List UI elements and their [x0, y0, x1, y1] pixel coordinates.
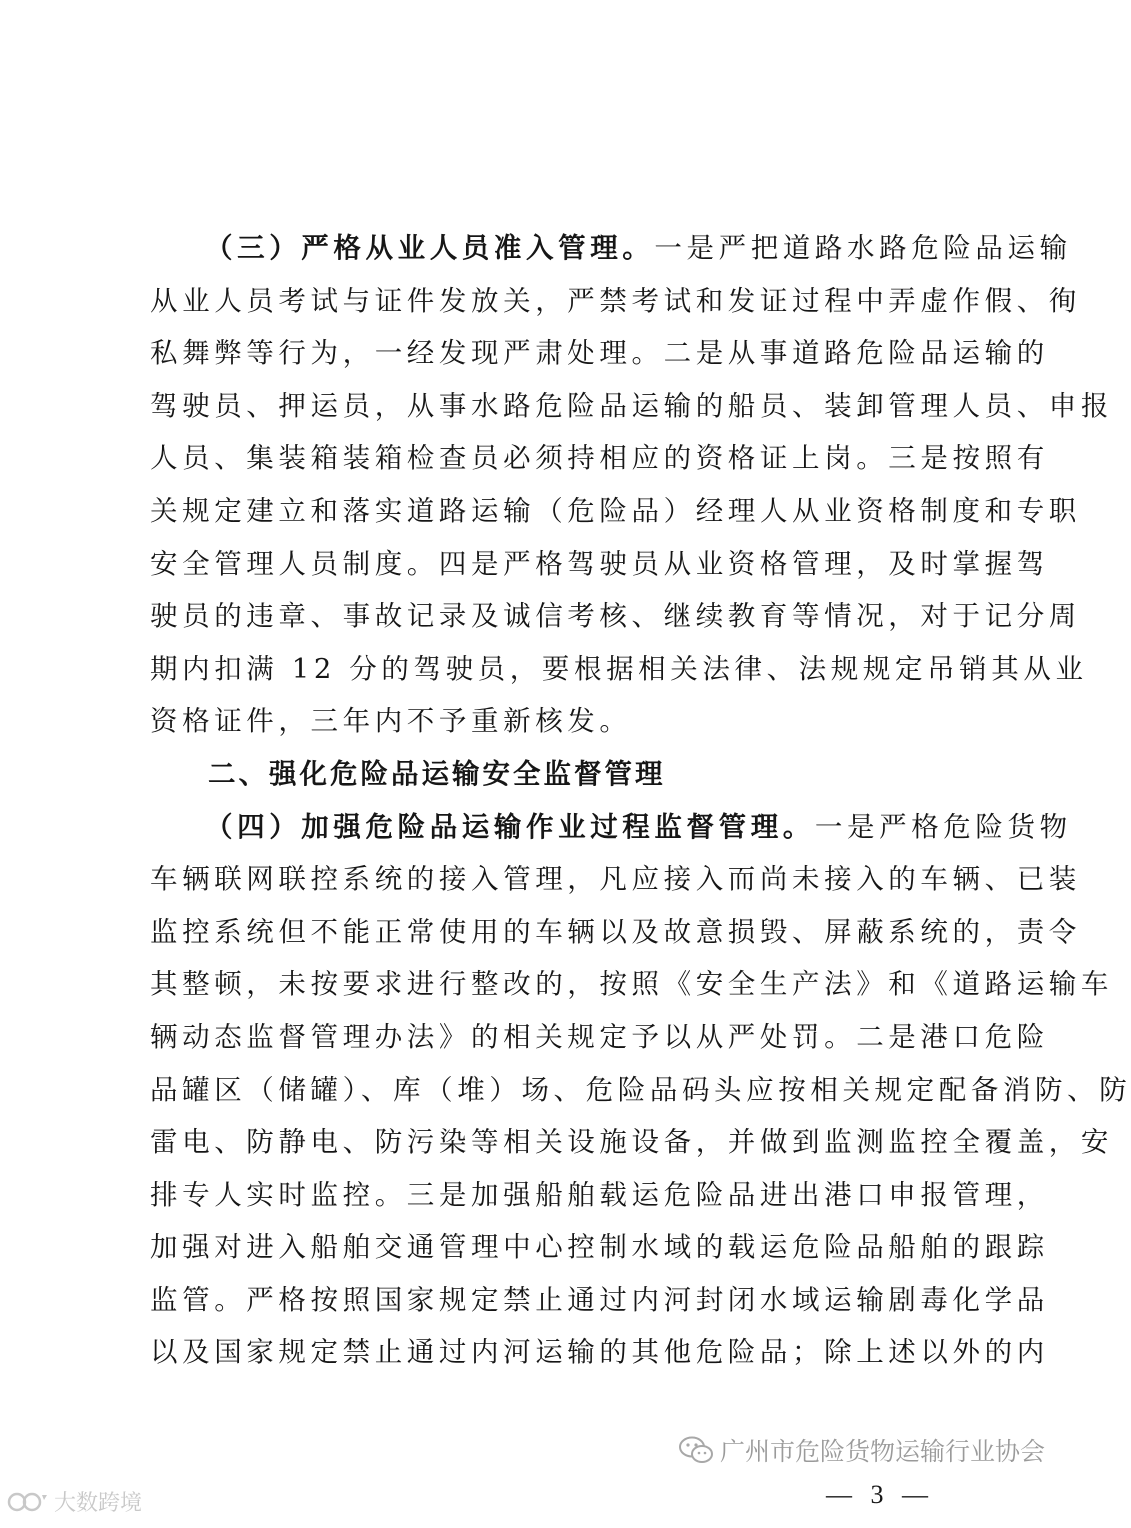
text-line: 车辆联网联控系统的接入管理，凡应接入而尚未接入的车辆、已装 [150, 863, 1081, 896]
section-3-first-line [150, 222, 1072, 275]
text-line: 加强对进入船舶交通管理中心控制水域的载运危险品船舶的跟踪 [150, 1231, 1049, 1264]
brand-watermark [6, 1486, 142, 1517]
text-line: 监控系统但不能正常使用的车辆以及故意损毁、屏蔽系统的，责令 [150, 915, 1081, 948]
text-line: 其整顿，未按要求进行整改的，按照《安全生产法》和《道路运输车 [150, 968, 1113, 1001]
wechat-account-name: 广州市危险货物运输行业协会 [720, 1437, 1046, 1466]
text-line: 驾驶员、押运员，从事水路危险品运输的船员、装卸管理人员、申报 [150, 389, 1113, 422]
text-line: 辆动态监督管理办法》的相关规定予以从严处罚。二是港口危险 [150, 1020, 1049, 1053]
text-line: 监管。严格按照国家规定禁止通过内河封闭水域运输剧毒化学品 [150, 1283, 1049, 1316]
section-heading: 二、强化危险品运输安全监督管理 [208, 757, 666, 790]
brand-logo-icon [6, 1489, 50, 1515]
wechat-icon [678, 1435, 714, 1465]
brand-name: 大数跨境 [54, 1491, 143, 1516]
text-line: 人员、集装箱装箱检查员必须持相应的资格证上岗。三是按照有 [150, 442, 1049, 475]
text-line: 关规定建立和落实道路运输（危险品）经理人从业资格制度和专职 [150, 494, 1081, 527]
section-3-lead: （三）严格从业人员准入管理。 [205, 232, 655, 264]
text-line: 排专人实时监控。三是加强船舶载运危险品进出港口申报管理， [150, 1178, 1049, 1211]
text-line: 私舞弊等行为，一经发现严肃处理。二是从事道路危险品运输的 [150, 337, 1049, 370]
text-line: 资格证件，三年内不予重新核发。 [150, 705, 632, 738]
text-line: 驶员的违章、事故记录及诚信考核、继续教育等情况，对于记分周 [150, 600, 1081, 633]
text-line: 期内扣满 12 分的驾驶员，要根据相关法律、法规规定吊销其从业 [150, 652, 1088, 685]
page-number: — 3 — [826, 1480, 934, 1509]
text-line: 一是严格危险货物 [814, 810, 1072, 843]
section-4-first-line [150, 801, 1072, 854]
text-line: 以及国家规定禁止通过内河运输的其他危险品；除上述以外的内 [150, 1336, 1049, 1369]
text-line: 雷电、防静电、防污染等相关设施设备，并做到监测监控全覆盖，安 [150, 1126, 1113, 1159]
text-line: 安全管理人员制度。四是严格驾驶员从业资格管理，及时掌握驾 [150, 547, 1049, 580]
text-line: 一是严把道路水路危险品运输 [654, 232, 1072, 264]
text-line: 从业人员考试与证件发放关，严禁考试和发证过程中弄虚作假、徇 [150, 284, 1081, 317]
text-line: 品罐区（储罐）、库（堆）场、危险品码头应按相关规定配备消防、防 [150, 1073, 1131, 1106]
section-4-lead: （四）加强危险品运输作业过程监督管理。 [205, 810, 815, 843]
document-body [150, 222, 1131, 1379]
wechat-watermark [678, 1432, 1045, 1468]
